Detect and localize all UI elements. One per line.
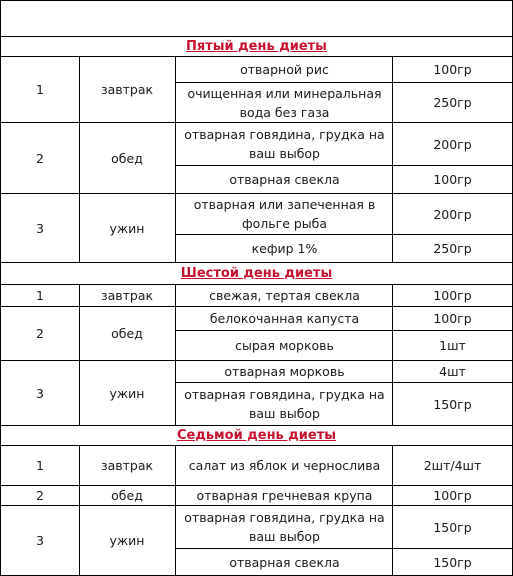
grid-line bbox=[175, 360, 176, 425]
meal-number: 2 bbox=[36, 150, 44, 166]
meal-name: ужин bbox=[109, 385, 145, 401]
meal-number: 2 bbox=[36, 488, 44, 503]
food-item: отварной рис bbox=[240, 62, 329, 77]
food-item: отварная морковь bbox=[224, 364, 345, 379]
grid-line bbox=[79, 284, 80, 306]
food-quantity: 100гр bbox=[433, 288, 472, 303]
food-quantity: 2шт/4шт bbox=[423, 458, 482, 473]
day-title: Шестой день диеты bbox=[180, 266, 333, 281]
food-item: кефир 1% bbox=[251, 241, 318, 256]
grid-line bbox=[175, 193, 176, 262]
meal-number: 1 bbox=[36, 82, 44, 97]
food-quantity: 150гр bbox=[433, 396, 472, 412]
food-item: отварная свекла bbox=[229, 554, 340, 570]
grid-line bbox=[175, 505, 176, 575]
food-item: белокочанная капуста bbox=[209, 311, 360, 326]
day-title: Пятый день диеты bbox=[186, 39, 327, 54]
grid-line bbox=[175, 485, 176, 505]
food-quantity: 100гр bbox=[433, 311, 472, 326]
food-item: отварная говядина, грудка на ваш выбор bbox=[184, 510, 385, 544]
grid-line bbox=[79, 485, 80, 505]
meal-name: завтрак bbox=[100, 458, 154, 473]
food-item: салат из яблок и чернослива bbox=[188, 458, 381, 473]
meal-number: 3 bbox=[36, 220, 44, 236]
food-quantity: 150гр bbox=[433, 554, 472, 570]
food-item: сырая морковь bbox=[235, 338, 334, 353]
day-title: Седьмой день диеты bbox=[176, 428, 337, 443]
food-quantity: 100гр bbox=[433, 62, 472, 77]
food-quantity: 1шт bbox=[439, 338, 466, 353]
food-item: отварная свекла bbox=[229, 172, 340, 187]
grid-line bbox=[79, 505, 80, 575]
food-item: отварная говядина, грудка на ваш выбор bbox=[184, 387, 385, 421]
grid-line bbox=[79, 56, 80, 122]
grid-line bbox=[79, 306, 80, 360]
food-quantity: 100гр bbox=[433, 172, 472, 187]
meal-name: обед bbox=[111, 488, 143, 503]
meal-name: ужин bbox=[109, 533, 145, 548]
meal-name: ужин bbox=[109, 220, 145, 236]
grid-line bbox=[0, 0, 513, 1]
grid-line bbox=[175, 284, 176, 306]
food-quantity: 4шт bbox=[439, 364, 466, 379]
grid-line bbox=[79, 193, 80, 262]
food-item: очищенная или минеральная вода без газа bbox=[187, 85, 382, 120]
grid-line bbox=[175, 306, 176, 360]
meal-name: завтрак bbox=[100, 82, 154, 97]
meal-number: 1 bbox=[36, 288, 44, 303]
grid-line bbox=[175, 445, 176, 485]
meal-number: 3 bbox=[36, 533, 44, 548]
meal-name: завтрак bbox=[100, 288, 154, 303]
food-quantity: 250гр bbox=[433, 95, 472, 110]
food-quantity: 250гр bbox=[433, 241, 472, 256]
grid-line bbox=[79, 360, 80, 425]
grid-line bbox=[175, 56, 176, 122]
food-quantity: 200гр bbox=[433, 136, 472, 152]
grid-line bbox=[79, 122, 80, 193]
meal-number: 1 bbox=[36, 458, 44, 473]
food-quantity: 200гр bbox=[433, 206, 472, 222]
food-quantity: 100гр bbox=[433, 488, 472, 503]
food-item: отварная или запеченная в фольге рыба bbox=[193, 197, 376, 231]
grid-line bbox=[79, 445, 80, 485]
food-item: свежая, тертая свекла bbox=[209, 288, 360, 303]
meal-name: обед bbox=[111, 326, 143, 341]
meal-number: 2 bbox=[36, 326, 44, 341]
food-item: отварная говядина, грудка на ваш выбор bbox=[184, 127, 385, 161]
grid-line bbox=[175, 122, 176, 193]
food-item: отварная гречневая крупа bbox=[196, 488, 373, 503]
food-quantity: 150гр bbox=[433, 519, 472, 535]
meal-name: обед bbox=[111, 150, 143, 166]
meal-number: 3 bbox=[36, 385, 44, 401]
